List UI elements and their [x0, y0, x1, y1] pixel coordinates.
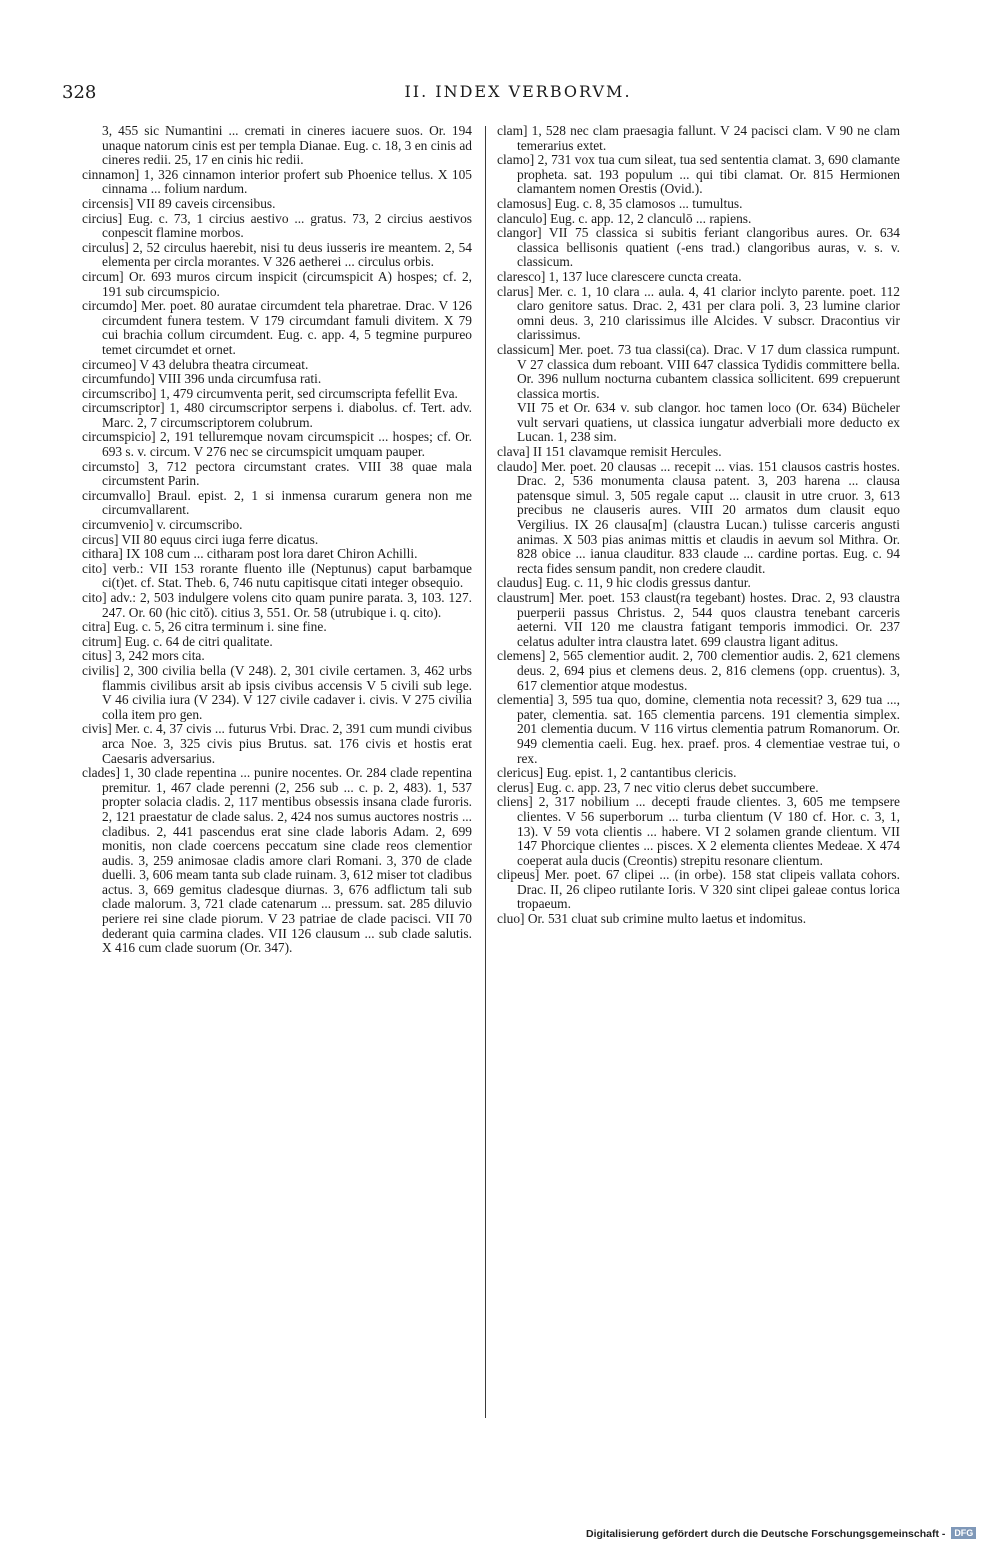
- index-entry: circumsto] 3, 712 pectora circumstant crates. VIII 38 quae mala circumstent Parin.: [82, 458, 472, 489]
- index-entry: classicum] Mer. poet. 73 tua classi(ca). Drac. V 17 dum classica rumpunt. V 27 classica dum reboant. VIII 647 classica Tydidis committere bella. Or. 396 nullum nocturna cubantem classica sollicitent. 699 crepuerunt classica mortis.: [497, 341, 900, 401]
- index-entry: circum] Or. 693 muros circum inspicit (circumspicit A) hospes; cf. 2, 191 sub circumspicio.: [82, 268, 472, 299]
- credit-text: Digitalisierung gefördert durch die Deutsche Forschungsgemeinschaft -: [586, 1528, 946, 1540]
- index-entry: clerus] Eug. c. app. 23, 7 nec vitio clerus debet succumbere.: [497, 779, 819, 795]
- index-entry: cliens] 2, 317 nobilium ... decepti fraude clientes. 3, 605 me tempsere clientes. V 56 superborum ... turba clientum (V 180 cf. Hor. c. 3, 1, 13). V 59 vota clientis ... habere. VI 2 solamen grande clientum. VII 147 Phorcique clientes ... pisces. X 2 elementa clientes Medeae. X 474 coeperat aula ducis (Creontis) strepitu resonare clientum.: [497, 794, 900, 868]
- index-entry: 3, 455 sic Numantini ... cremati in cineres iacuere suos. Or. 194 unaque natorum cinis est per templa Dianae. Eug. c. 18, 3 en cinis ad cineres redii. 25, 17 en cinis hic redii.: [102, 123, 472, 168]
- page-number: 328: [62, 82, 97, 103]
- index-entry: clemens] 2, 565 clementior audit. 2, 700 clementior audis. 2, 621 clemens deus. 2, 694 pius et clemens deus. 2, 816 clemens (opp. cruentus). 3, 617 clementior atque modestus.: [497, 648, 900, 693]
- index-entry: civis] Mer. c. 4, 37 civis ... futurus Vrbi. Drac. 2, 391 cum mundi civibus arca Noe. 3, 325 civis pius Brutus. sat. 176 civis et hostis erat Caesaris adversarius.: [82, 721, 472, 766]
- index-entry: citus] 3, 242 mors cita.: [82, 648, 205, 664]
- left-column: [82, 124, 472, 956]
- index-entry: circumscriptor] 1, 480 circumscriptor serpens i. diabolus. cf. Tert. adv. Marc. 2, 7 circumscriptorem colubrum.: [82, 400, 472, 430]
- index-entry: cithara] IX 108 cum ... citharam post lora daret Chiron Achilli.: [82, 546, 418, 562]
- index-entry: civilis] 2, 300 civilia bella (V 248). 2, 301 civile certamen. 3, 462 urbs flammis civilibus arsit ab ipsis civibus accensis V 5 civili sub lege. V 46 civilia iura (V 234). V 127 civile cadaver i. civis. V 275 civilia colla item pro gen.: [82, 662, 472, 722]
- index-note: VII 75 et Or. 634 v. sub clangor. hoc tamen loco (Or. 634) Bücheler vult servari quatiens, ut classica iungatur adverbiali more deducto ex Lucan. 1, 238 sim.: [517, 400, 900, 445]
- index-entry: clanculo] Eug. c. app. 12, 2 clanculō ... rapiens.: [497, 210, 752, 226]
- index-entry: claustrum] Mer. poet. 153 claust(ra tegebant) hostes. Drac. 2, 93 claustra puerperii passus Christus. 2, 544 quos claustra tenebant carceris aeterni. VII 120 me claustra fatigant temporis immodici. Or. 237 celatus adulter intra claustra latet. 699 claustra ligant aditus.: [497, 590, 900, 649]
- index-entry: clementia] 3, 595 tua quo, domine, clementia nota recessit? 3, 629 tua ..., pater, clementia. sat. 165 clementia parcens. 191 clementia simplex. 201 clementia ducum. V 116 virtus clementia patrum Romanorum. Or. 949 clementia caeli. Eug. hex. praef. pros. 4 clementiae vestrae tui, o rex.: [497, 692, 900, 766]
- index-entry: clava] II 151 clavamque remisit Hercules.: [497, 444, 722, 460]
- digitization-credit: [586, 1527, 974, 1540]
- column-divider: [485, 126, 486, 1418]
- index-entry: clamosus] Eug. c. 8, 35 clamosos ... tumultus.: [497, 195, 743, 211]
- index-entry: claresco] 1, 137 luce clarescere cuncta creata.: [497, 268, 742, 284]
- dfg-logo: DFG: [951, 1527, 976, 1539]
- right-column: [497, 124, 900, 927]
- index-entry: cluo] Or. 531 cluat sub crimine multo laetus et indomitus.: [497, 911, 807, 927]
- index-entry: circumvallo] Braul. epist. 2, 1 si inmensa curarum genera non me circumvallarent.: [82, 487, 472, 518]
- index-entry: clangor] VII 75 classica si subitis feriant clangoribus aures. Or. 634 classica bellisonis quatient (-ens trad.) clangoribus auras, v. s. v. classicum.: [497, 225, 900, 270]
- index-entry: clamo] 2, 731 vox tua cum sileat, tua sed sententia clamat. 3, 690 clamante propheta. sat. 193 populum ... qui tibi clamat. Or. 815 Hermionen clamantem nomen Orestis (Ovid.).: [497, 152, 900, 197]
- index-entry: clericus] Eug. epist. 1, 2 cantantibus clericis.: [497, 765, 737, 781]
- index-entry: citra] Eug. c. 5, 26 citra terminum i. sine fine.: [82, 619, 327, 635]
- index-entry: clades] 1, 30 clade repentina ... punire nocentes. Or. 284 clade repentina premitur. 1, 467 clade perenni (2, 256 sub ... c. p. 2, 483). 1, 537 propter solacia cladis. 2, 117 mentibus obsessis insana clade furoris. 2, 121 praestatur de clade salus. 2, 424 nos sumus auctores nostris ... cladibus. 2, 441 pascendus erat sine clade laboris Adam. 2, 699 monitis, non clade coercens peccatum sine clade reos clementior audis. 3, 259 animosae cladis amore clari Romani. 3, 370 de clade duelli. 3, 606 meam tanta sub clade ruinam. 3, 612 miser tot cladibus actus. 3, 669 gemitus cladesque diurnas. 3, 676 adflictum tali sub clade malorum. 3, 721 clade catenarum ... pressum. sat. 285 diluvio periere rei sine clade piorum. V 23 patriae de clade pacisci. VII 70 dederant quia carmina clades. VII 126 clausum ... sub clade salutis. X 416 cum clade suorum (Or. 347).: [82, 765, 472, 956]
- index-entry: citrum] Eug. c. 64 de citri qualitate.: [82, 633, 273, 649]
- index-entry: circius] Eug. c. 73, 1 circius aestivo ... gratus. 73, 2 circius aestivos conpescit flamine morbos.: [82, 210, 472, 241]
- index-entry: clam] 1, 528 nec clam praesagia fallunt. V 24 pacisci clam. V 90 ne clam temerarius extet.: [497, 123, 900, 153]
- index-entry: circumfundo] VIII 396 unda circumfusa rati.: [82, 371, 322, 387]
- index-entry: claudo] Mer. poet. 20 clausas ... recepit ... vias. 151 clausos castris hostes. Drac. 2, 536 monumenta clausa patent. 3, 203 harena ... clausa patensque simul. 3, 505 regale caput ... clausit in utre cruor. 3, 613 precibus ne clauseris aures. VIII 20 armatos dum clausit equo Vergilius. IX 26 clausa[m] (claustra Lucan.) tulisse carceris angusti animas. X 503 pias animas mittis et claudis in aevum sol Mithra. Or. 828 obice ... ianua clauditur. 833 claude ... cardine portas. Eug. c. 94 recta fides sensum pandit, non credere claudit.: [497, 458, 900, 576]
- index-entry: circensis] VII 89 caveis circensibus.: [82, 195, 276, 211]
- index-entry: circumeo] V 43 delubra theatra circumeat.: [82, 356, 309, 372]
- index-entry: circulus] 2, 52 circulus haerebit, nisi tu deus iusseris ire meantem. 2, 54 elementa per circla morantes. V 326 aetherei ... circulus orbis.: [82, 239, 472, 270]
- index-entry: clarus] Mer. c. 1, 10 clara ... aula. 4, 41 clarior inclyto parente. poet. 112 claro genitore satus. Drac. 2, 431 per clara poli. 3, 23 lumine clarior omni deus. 3, 210 clarissimus ille Alcides. V subscr. Dracontius vir clarissimus.: [497, 283, 900, 343]
- index-entry: cinnamon] 1, 326 cinnamon interior profert sub Phoenice tellus. X 105 cinnama ... folium nardum.: [82, 166, 472, 197]
- index-entry: circus] VII 80 equus circi iuga ferre dicatus.: [82, 531, 319, 547]
- index-entry: clipeus] Mer. poet. 67 clipei ... (in orbe). 158 stat clipeis vallata cohors. Drac. II, 26 clipeo rutilante Ioris. V 320 sint clipei galeae contus lorica tropaeum.: [497, 867, 900, 912]
- index-entry: circumvenio] v. circumscribo.: [82, 517, 243, 533]
- running-title: II. INDEX VERBORVM.: [404, 82, 632, 101]
- index-entry: circumscribo] 1, 479 circumventa perit, sed circumscripta fefellit Eva.: [82, 385, 458, 401]
- index-entry: circumdo] Mer. poet. 80 auratae circumdent tela pharetrae. Drac. V 126 circumdent funera testem. V 179 circumdant famuli divitem. X 79 cui brachia collum circumdent. Eug. c. app. 4, 5 tegmine purpureo temet circumdet et ornet.: [82, 298, 472, 357]
- index-entry: circumspicio] 2, 191 telluremque novam circumspicit ... hospes; cf. Or. 693 s. v. circum. V 276 nec se circumspicit umquam pauper.: [82, 429, 472, 460]
- index-entry: cito] adv.: 2, 503 indulgere volens cito quam punire parata. 3, 103. 127. 247. Or. 60 (hic citŏ). citius 3, 551. Or. 58 (utrubique i. q. cito).: [82, 590, 472, 620]
- page-header: [62, 82, 938, 112]
- index-entry: cito] verb.: VII 153 rorante fluento ille (Neptunus) caput barbamque ci(t)et. cf. Stat. Theb. 6, 746 nutu capitisque citati integer obsequio.: [82, 560, 472, 591]
- index-entry: claudus] Eug. c. 11, 9 hic clodis gressus dantur.: [497, 575, 751, 591]
